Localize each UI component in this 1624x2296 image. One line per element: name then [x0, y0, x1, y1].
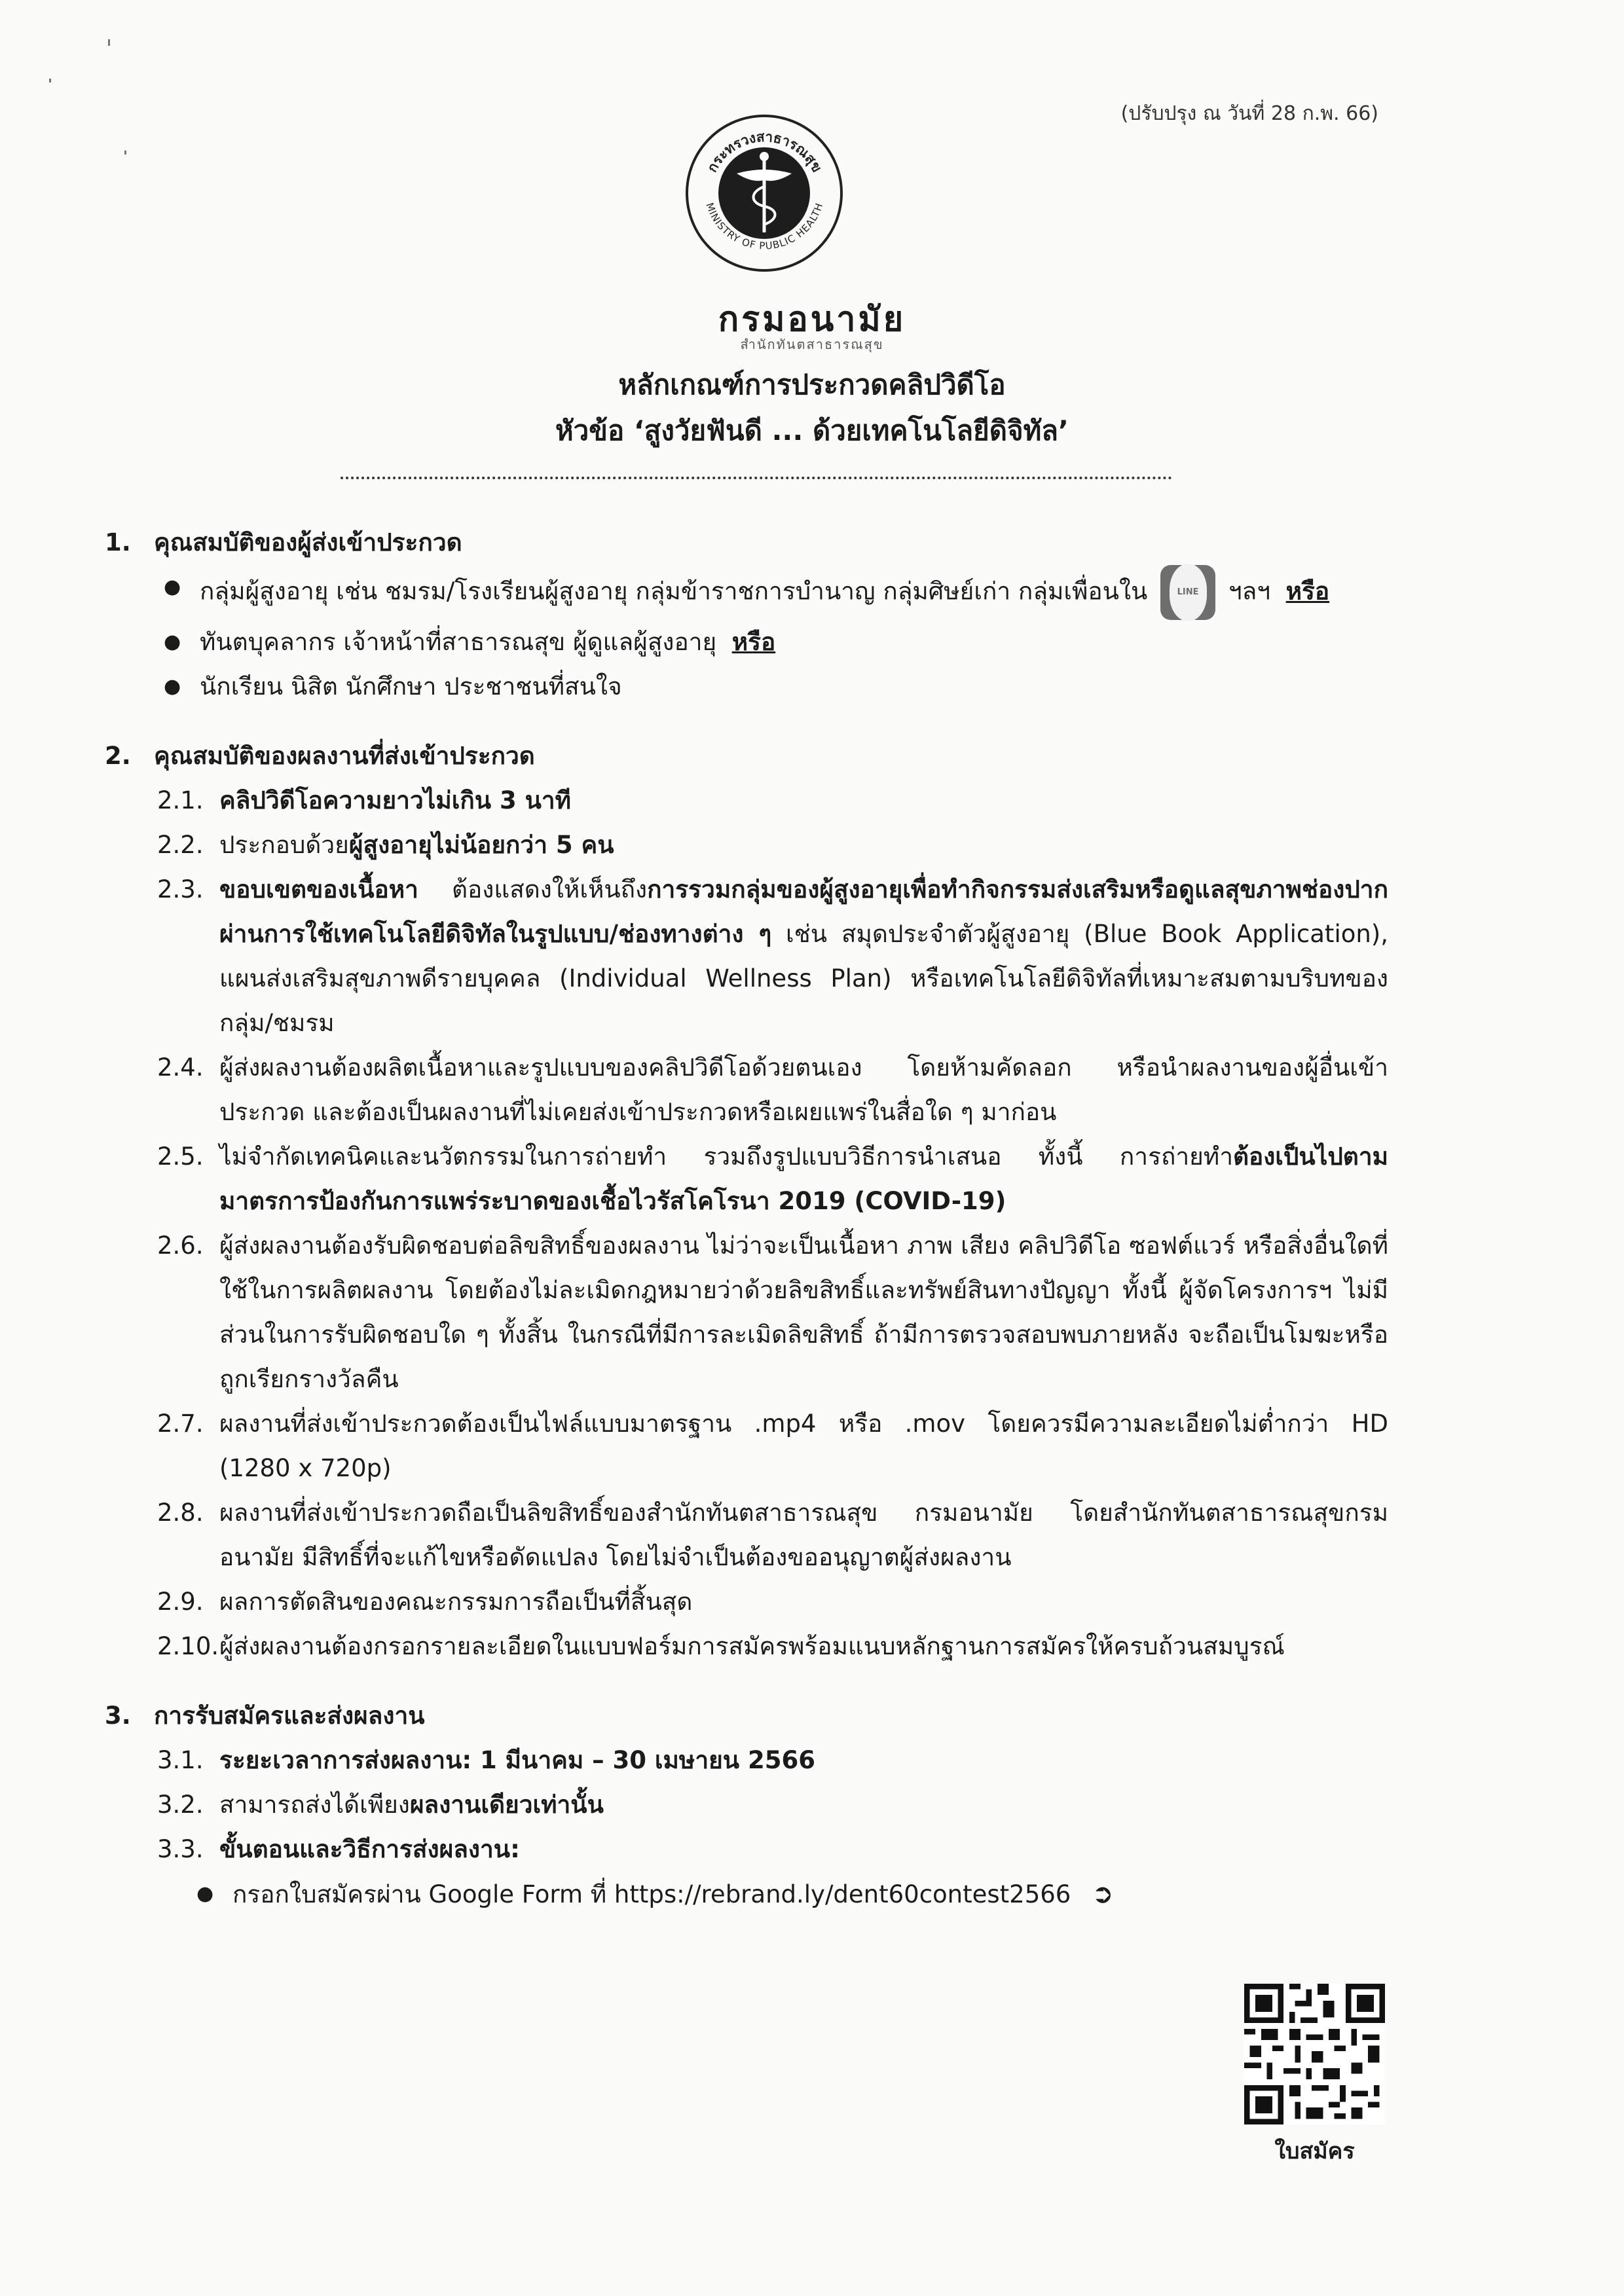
arrow-right-icon: ➲: [1092, 1879, 1114, 1909]
sub-item-emphasis: ต้องเป็นไปตามมาตรการป้องกันการแพร่ระบาดของเชื้อไวรัสโคโรนา 2019 (COVID-19): [219, 1142, 1388, 1215]
bullet-icon: ●: [164, 675, 181, 698]
section-heading: [105, 520, 1388, 565]
sub-item-text: ระยะเวลาการส่งผลงาน: 1 มีนาคม – 30 เมษายน 2566: [219, 1746, 815, 1774]
sub-item-text: สามารถส่งได้เพียง: [219, 1791, 410, 1819]
section-title: คุณสมบัติของผลงานที่ส่งเข้าประกวด: [154, 742, 535, 770]
sub-item-number: 2.6.: [157, 1231, 204, 1260]
sub-item: [105, 823, 1388, 867]
sub-item: [105, 1224, 1388, 1402]
bullet-icon: ●: [196, 1882, 214, 1905]
sub-item: [105, 1624, 1388, 1669]
sub-item-number: 2.9.: [157, 1588, 204, 1616]
sub-item: [105, 1827, 1388, 1872]
sub-item-number: 2.10.: [157, 1632, 219, 1660]
list-item-suffix: ฯลฯ: [1228, 577, 1271, 606]
section-1: [105, 520, 1388, 709]
logo-english-text: MINISTRY OF PUBLIC HEALTH: [703, 201, 826, 252]
section-heading: [105, 734, 1388, 778]
department-name: กรมอนามัย: [718, 300, 906, 339]
sub-item: [105, 1783, 1388, 1827]
or-label: หรือ: [731, 628, 776, 656]
section-2: [105, 734, 1388, 1669]
sub-item: [105, 1580, 1388, 1624]
sub-item-emphasis: ขอบเขตของเนื้อหา: [219, 875, 418, 903]
sub-item-text: คลิปวิดีโอความยาวไม่เกิน 3 นาที: [219, 786, 572, 814]
section-number: 3.: [105, 1702, 131, 1730]
section-title: คุณสมบัติของผู้ส่งเข้าประกวด: [154, 528, 462, 556]
sub-item-text: ผู้ส่งผลงานต้องผลิตเนื้อหาและรูปแบบของคลิปวิดีโอด้วยตนเอง โดยห้ามคัดลอก หรือนำผลงานของผู้อื่นเข้าประกวด และต้องเป็นผลงานที่ไม่เคยส่งเข้าประกวดหรือเผยแพร่ในสื่อใด ๆ มาก่อน: [219, 1053, 1388, 1126]
sub-item-text: ไม่จำกัดเทคนิคและนวัตกรรมในการถ่ายทำ รวมถึงรูปแบบวิธีการนำเสนอ ทั้งนี้ การถ่ายทำ: [219, 1142, 1233, 1171]
sub-item-text: ผู้ส่งผลงานต้องกรอกรายละเอียดในแบบฟอร์มการสมัครพร้อมแนบหลักฐานการสมัครให้ครบถ้วนสมบูรณ์: [219, 1632, 1285, 1660]
updated-date-note: (ปรับปรุง ณ วันที่ 28 ก.พ. 66): [1120, 102, 1378, 125]
sub-item: [105, 867, 1388, 1046]
section-3: [105, 1694, 1388, 1917]
sub-item-number: 2.4.: [157, 1053, 204, 1082]
qr-caption: ใบสมัคร: [1274, 2138, 1355, 2164]
document-title: หลักเกณฑ์การประกวดคลิปวิดีโอ: [618, 369, 1006, 401]
sub-item-text: ผลการตัดสินของคณะกรรมการถือเป็นที่สิ้นสุด: [219, 1588, 693, 1616]
sub-item-emphasis: การรวมกลุ่มของผู้สูงอายุเพื่อทำกิจกรรมส่งเสริมหรือดูแลสุขภาพช่องปาก ผ่านการใช้เทคโนโลยีดิจิทัลในรูปแบบ/ช่องทางต่าง ๆ: [219, 875, 1388, 948]
sub-item: [105, 778, 1388, 823]
sub-item-text: ผลงานที่ส่งเข้าประกวดถือเป็นลิขสิทธิ์ของสำนักทันตสาธารณสุข กรมอนามัย โดยสำนักทันตสาธารณสุขกรมอนามัย มีสิทธิ์ที่จะแก้ไขหรือดัดแปลง โดยไม่จำเป็นต้องขออนุญาตผู้ส่งผลงาน: [219, 1499, 1388, 1571]
sub-item-number: 2.1.: [157, 786, 204, 814]
sub-item-text: ต้องแสดงให้เห็นถึง: [418, 875, 648, 903]
sub-item-text: ผลงานที่ส่งเข้าประกวดต้องเป็นไฟล์แบบมาตรฐาน .mp4 หรือ .mov โดยควรมีความละเอียดไม่ต่ำกว่า HD (1280 x 720p): [219, 1410, 1388, 1482]
sub-item-text: ประกอบด้วย: [219, 831, 349, 859]
list-item-text: ทันตบุคลากร เจ้าหน้าที่สาธารณสุข ผู้ดูแลผู้สูงอายุ: [200, 628, 717, 656]
or-label: หรือ: [1285, 577, 1330, 606]
registration-link-text[interactable]: กรอกใบสมัครผ่าน Google Form ที่ https://rebrand.ly/dent60contest2566: [232, 1880, 1071, 1908]
scan-speck: [108, 39, 110, 46]
logo-thai-text: กระทรวงสาธารณสุข: [704, 128, 825, 175]
sub-item-emphasis: ผู้สูงอายุไม่น้อยกว่า 5 คน: [348, 831, 614, 859]
section-title: การรับสมัครและส่งผลงาน: [154, 1702, 425, 1730]
sub-item-number: 3.2.: [157, 1791, 204, 1819]
department-subtitle: สำนักทันตสาธารณสุข: [740, 337, 884, 352]
sub-item-text: เช่น สมุดประจำตัวผู้สูงอายุ (Blue Book Application), แผนส่งเสริมสุขภาพดีรายบุคคล (Individual Wellness Plan) หรือเทคโนโลยีดิจิทัลที่เหมาะสมตามบริบทของกลุ่ม/ชมรม: [219, 920, 1389, 1037]
dotted-divider: [341, 477, 1172, 479]
bullet-icon: ●: [164, 575, 181, 598]
sub-item: [105, 1402, 1388, 1491]
sub-item-text: ขั้นตอนและวิธีการส่งผลงาน:: [219, 1835, 520, 1863]
section-number: 2.: [105, 742, 131, 770]
line-app-icon: [1160, 565, 1215, 620]
list-item-text: กลุ่มผู้สูงอายุ เช่น ชมรม/โรงเรียนผู้สูงอายุ กลุ่มข้าราชการบำนาญ กลุ่มศิษย์เก่า กลุ่มเพื่อนใน: [200, 577, 1148, 606]
sub-item-emphasis: ผลงานเดียวเท่านั้น: [409, 1791, 604, 1819]
sub-item: [105, 1491, 1388, 1580]
line-app-label: LINE: [1170, 564, 1207, 621]
section-heading: [105, 1694, 1388, 1738]
scan-speck: [124, 151, 126, 155]
list-item: [105, 565, 1388, 620]
list-item-text: นักเรียน นิสิต นักศึกษา ประชาชนที่สนใจ: [200, 672, 622, 701]
section-number: 1.: [105, 528, 131, 556]
sub-item-number: 2.2.: [157, 831, 204, 859]
sub-item-number: 3.3.: [157, 1835, 204, 1863]
document-subtitle: หัวข้อ ‘สูงวัยฟันดี ... ด้วยเทคโนโลยีดิจิทัล’: [555, 414, 1069, 446]
sub-item-text: ผู้ส่งผลงานต้องรับผิดชอบต่อลิขสิทธิ์ของผลงาน ไม่ว่าจะเป็นเนื้อหา ภาพ เสียง คลิปวิดีโอ ซอฟต์แวร์ หรือสิ่งอื่นใดที่ใช้ในการผลิตผลงาน โดยต้องไม่ละเมิดกฎหมายว่าด้วยลิขสิทธิ์และทรัพย์สินทางปัญญา ทั้งนี้ ผู้จัดโครงการฯ ไม่มีส่วนในการรับผิดชอบใด ๆ ทั้งสิ้น ในกรณีที่มีการละเมิดลิขสิทธิ์ ถ้ามีการตรวจสอบพบภายหลัง จะถือเป็นโมฆะหรือถูกเรียกรางวัลคืน: [219, 1231, 1388, 1393]
list-item: [105, 665, 1388, 709]
sub-item: [105, 1046, 1388, 1135]
sub-item: [105, 1135, 1388, 1224]
list-item: [105, 620, 1388, 665]
sub-item-number: 2.7.: [157, 1410, 204, 1438]
sub-item-number: 2.3.: [157, 875, 204, 903]
registration-qr-code[interactable]: [1244, 1984, 1385, 2124]
scan-speck: [49, 79, 51, 82]
sub-item-number: 3.1.: [157, 1746, 204, 1774]
sub-item-number: 2.8.: [157, 1499, 204, 1527]
list-item: [105, 1872, 1388, 1917]
document-body: [105, 520, 1388, 1917]
sub-item: [105, 1738, 1388, 1783]
bullet-icon: ●: [164, 630, 181, 653]
sub-item-number: 2.5.: [157, 1142, 204, 1171]
ministry-of-public-health-logo: [684, 108, 845, 282]
